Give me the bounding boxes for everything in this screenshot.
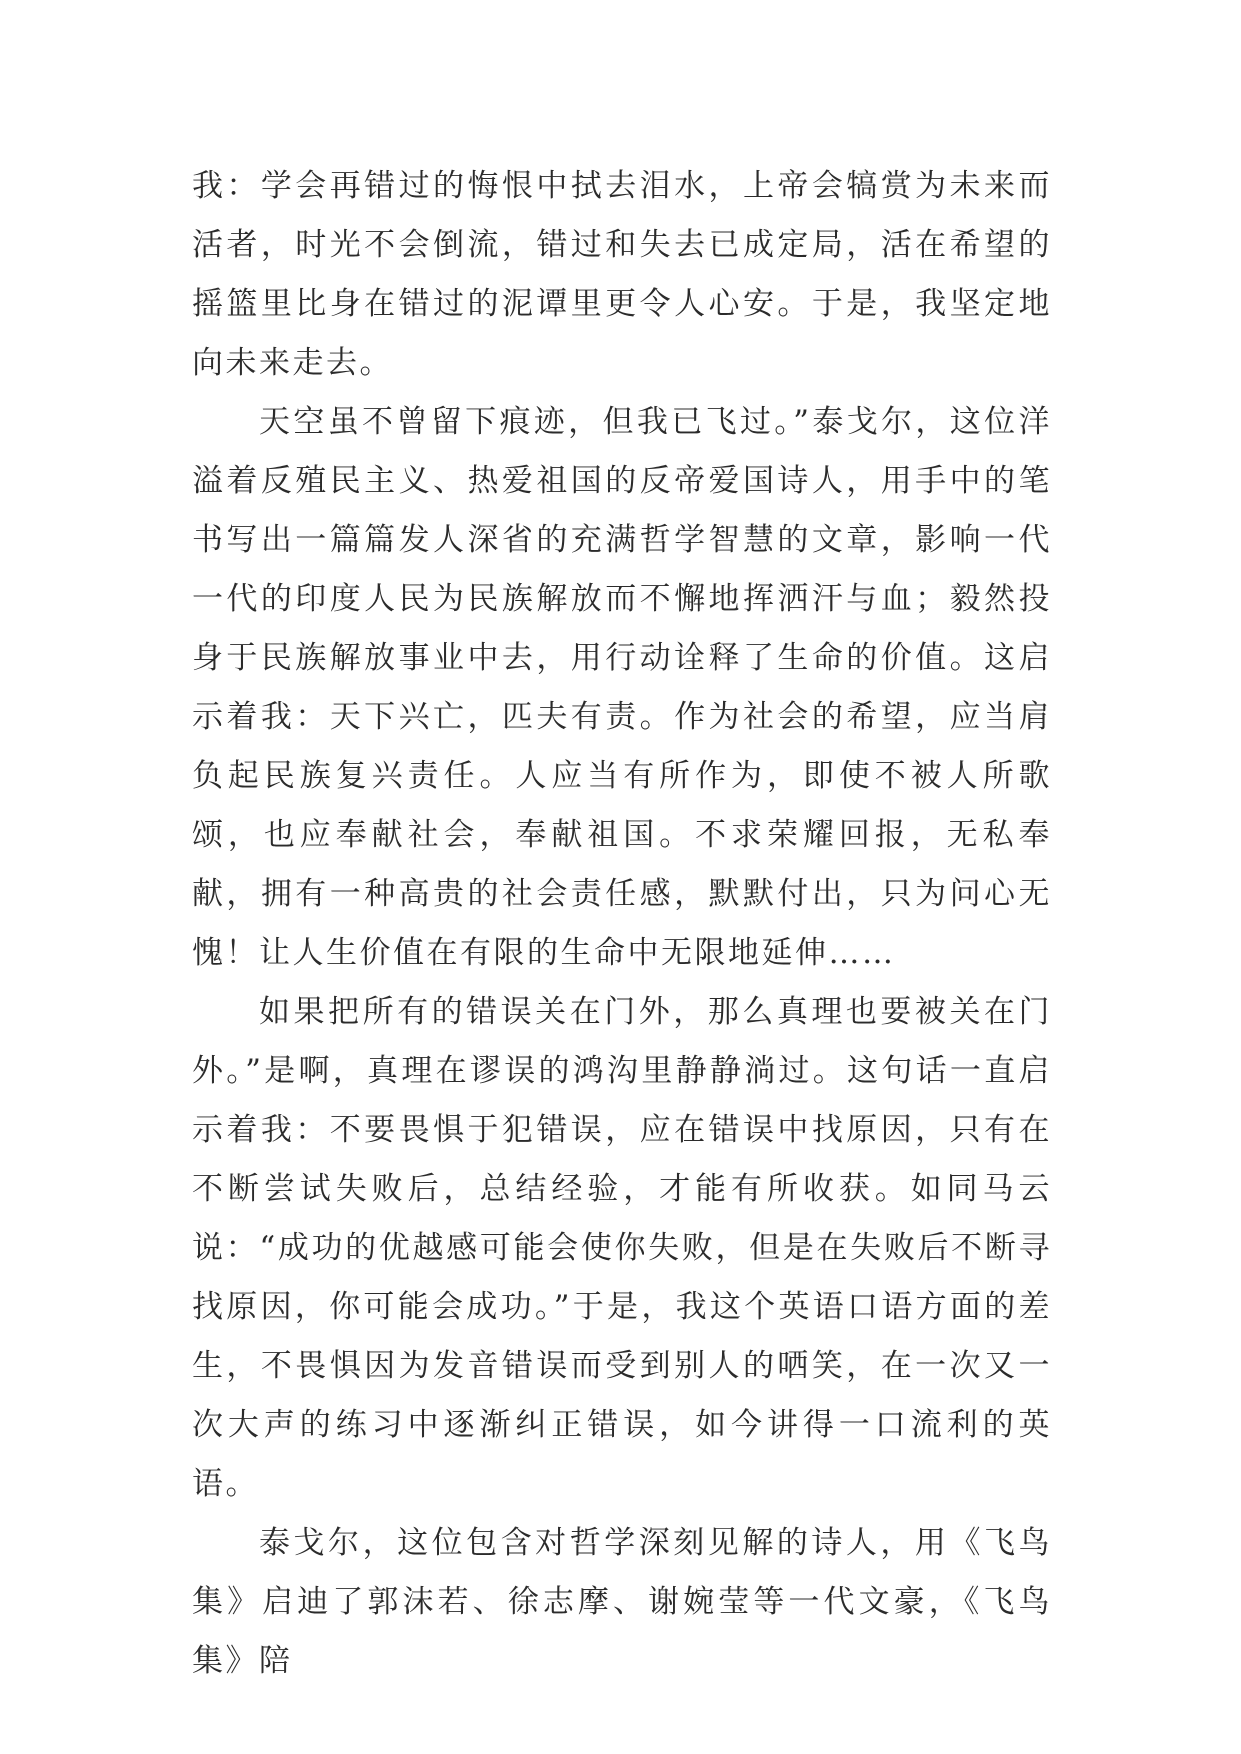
- paragraph-3: 如果把所有的错误关在门外，那么真理也要被关在门外。”是啊，真理在谬误的鸿沟里静静淌过。这句话一直启示着我：不要畏惧于犯错误，应在错误中找原因，只有在不断尝试失败后，总结经验，才能有所收获。如同马云说：“成功的优越感可能会使你失败，但是在失败后不断寻找原因，你可能会成功。”于是，我这个英语口语方面的差生，不畏惧因为发音错误而受到别人的哂笑，在一次又一次大声的练习中逐渐纠正错误，如今讲得一口流利的英语。: [192, 994, 1052, 1502]
- document-body: [192, 157, 1052, 1691]
- paragraph-2: 天空虽不曾留下痕迹，但我已飞过。”泰戈尔，这位洋溢着反殖民主义、热爱祖国的反帝爱国诗人，用手中的笔书写出一篇篇发人深省的充满哲学智慧的文章，影响一代一代的印度人民为民族解放而不懈地挥洒汗与血；毅然投身于民族解放事业中去，用行动诠释了生命的价值。这启示着我：天下兴亡，匹夫有责。作为社会的希望，应当肩负起民族复兴责任。人应当有所作为，即使不被人所歌颂，也应奉献社会，奉献祖国。不求荣耀回报，无私奉献，拥有一种高贵的社会责任感，默默付出，只为问心无愧！让人生价值在有限的生命中无限地延伸……: [192, 404, 1052, 971]
- paragraph-1: 我：学会再错过的悔恨中拭去泪水，上帝会犒赏为未来而活者，时光不会倒流，错过和失去已成定局，活在希望的摇篮里比身在错过的泥谭里更令人心安。于是，我坚定地向未来走去。: [192, 168, 1052, 381]
- paragraph-4: 泰戈尔，这位包含对哲学深刻见解的诗人，用《飞鸟集》启迪了郭沫若、徐志摩、谢婉莹等一代文豪，《飞鸟集》陪: [192, 1525, 1052, 1679]
